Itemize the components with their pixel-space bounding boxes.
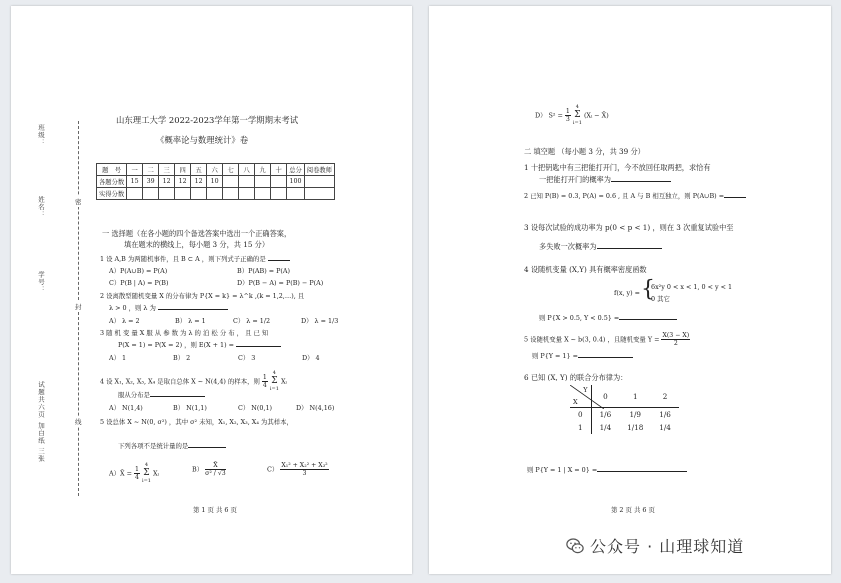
- summation: 4 Σ i=1: [572, 104, 582, 126]
- page-footer: 第 1 页 共 6 页: [193, 506, 237, 514]
- question-2: 2 设离散型随机变量 X 的分布律为 P{X = k} = λ^k ,(k = 1,2,…), 且: [100, 292, 305, 300]
- table-cell: 39: [143, 176, 159, 188]
- question-4: 4 设 X₁, X₂, X₃, X₄ 是取自总体 X ~ N(4,4) 的样本，则 $\frac{1}{4}$ 4 Σ i=1 Xᵢ: [100, 370, 287, 392]
- class-label: 班级：: [37, 124, 45, 147]
- answer-blank[interactable]: [597, 471, 687, 472]
- question-4-line2: 服从分布是: [118, 391, 205, 400]
- q5-option-a: A）X̄ = $\frac{1}{4}$ 4 Σ i=1 Xᵢ: [109, 462, 159, 484]
- table-cell: 三: [159, 164, 175, 176]
- q1-option-d: D）P(B − A) = P(B) − P(A): [237, 279, 324, 287]
- table-cell: 一: [127, 164, 143, 176]
- table-cell: 1/4: [659, 423, 671, 432]
- score-table-row: [97, 188, 335, 200]
- table-header-cell: 1: [619, 385, 651, 408]
- brace: {: [641, 277, 655, 302]
- table-cell: 12: [191, 176, 207, 188]
- table-row: [570, 421, 679, 434]
- answer-blank[interactable]: [578, 357, 633, 358]
- summation: 4 Σ i=1: [269, 370, 279, 392]
- answer-blank[interactable]: [158, 309, 228, 310]
- answer-blank[interactable]: [597, 248, 662, 249]
- table-cell[interactable]: [143, 188, 159, 200]
- table-cell[interactable]: [159, 188, 175, 200]
- table-cell: 六: [207, 164, 223, 176]
- table-cell: 五: [191, 164, 207, 176]
- answer-blank[interactable]: [619, 319, 677, 320]
- fill-1-line2: 一把能打开门的概率为: [539, 175, 671, 185]
- student-id-label: 学号：: [37, 271, 45, 294]
- table-corner: [570, 385, 591, 408]
- score-table: [96, 163, 335, 200]
- answer-blank[interactable]: [188, 447, 226, 448]
- exam-page-2: [429, 6, 831, 574]
- answer-blank[interactable]: [724, 197, 746, 198]
- exam-title: 山东理工大学 2022-2023学年第一学期期末考试: [116, 115, 299, 125]
- table-cell: 1/18: [627, 423, 644, 432]
- question-3-line2: P(X = 1) = P(X = 2) ，则 E(X + 1) =: [118, 341, 281, 350]
- fraction: $\frac{1}{4}$: [262, 374, 267, 389]
- page-footer: 第 2 页 共 6 页: [611, 506, 655, 514]
- table-cell: 七: [223, 164, 239, 176]
- q4-option-a: A） N(1,4): [109, 404, 143, 412]
- q5-option-d: D） S² = $\frac{1}{3}$ 4 Σ i=1 (Xᵢ − X̄): [535, 104, 609, 126]
- q2-option-b: B） λ = 1: [175, 317, 206, 325]
- fill-1: 1 十把钥匙中有三把能打开门，今不放回任取两把，求恰有: [524, 163, 711, 172]
- fill-3: 3 设每次试验的成功率为 p(0 < p < 1) ，则在 3 次重复试验中至: [524, 223, 734, 232]
- table-cell: 四: [175, 164, 191, 176]
- section1-title-2: 填在题末的横线上，每小题 3 分，共 15 分）: [124, 240, 270, 249]
- fraction: $\frac{1}{4}$: [135, 466, 139, 481]
- question-2-line2: λ > 0 ，则 λ 为: [109, 304, 228, 313]
- answer-blank[interactable]: [236, 346, 281, 347]
- table-cell: 二: [143, 164, 159, 176]
- density-fx: f(x, y) =: [614, 289, 641, 297]
- table-cell: 各题分数: [97, 176, 127, 188]
- table-cell: [223, 176, 239, 188]
- row-label: 1: [570, 421, 591, 434]
- wechat-icon: [566, 537, 584, 555]
- table-cell: 题 号: [97, 164, 127, 176]
- q1-option-b: B）P(AB) = P(A): [237, 267, 291, 275]
- fill-3-line2: 多失败一次概率为: [539, 242, 662, 252]
- table-row: [570, 408, 679, 422]
- fraction: $\frac{1}{3}$: [565, 108, 570, 123]
- q2-option-a: A） λ = 2: [109, 317, 140, 325]
- table-cell[interactable]: [223, 188, 239, 200]
- table-cell: 八: [239, 164, 255, 176]
- table-cell[interactable]: [255, 188, 271, 200]
- table-cell[interactable]: [239, 188, 255, 200]
- table-cell[interactable]: [175, 188, 191, 200]
- question-1: 1 设 A,B 为两随机事件，且 B ⊂ A ，则下列式子正确的是: [100, 255, 290, 264]
- seal-char-3: 线: [75, 418, 82, 426]
- joint-distribution-table: [570, 385, 679, 434]
- fill-4-line2: 则 P{X > 0.5, Y < 0.5} =: [539, 314, 677, 323]
- fill-5: 5 设随机变量 X ~ b(3, 0.4) ，且随机变量 Y = $\frac{X(3 - X)}{2}$: [524, 332, 690, 347]
- watermark: [566, 534, 744, 557]
- fill-6: 6 已知 (X, Y) 的联合分布律为：: [524, 373, 628, 382]
- q1-option-a: A）P(A∪B) = P(A): [109, 267, 168, 275]
- watermark-text: 公众号 · 山理球知道: [590, 537, 745, 556]
- question-3: 3 随 机 变 量 X 服 从 参 数 为 λ 的 泊 松 分 布 ， 且 已 知: [100, 329, 269, 337]
- table-cell: 12: [159, 176, 175, 188]
- table-cell: 100: [287, 176, 305, 188]
- section2-title: 二 填空题 （每小题 3 分，共 39 分）: [524, 147, 645, 156]
- name-label: 姓名：: [37, 196, 45, 219]
- table-cell: 10: [207, 176, 223, 188]
- score-table-header: [97, 164, 335, 176]
- section1-title: 一 选择题（在各小题的四个备选答案中选出一个正确答案，: [102, 229, 292, 238]
- q3-option-c: C） 3: [238, 354, 256, 362]
- answer-blank[interactable]: [611, 181, 671, 182]
- fill-5-line2: 则 P{Y = 1} =: [532, 352, 633, 361]
- row-label: 0: [570, 408, 591, 422]
- table-cell: [271, 176, 287, 188]
- table-cell: [304, 176, 334, 188]
- answer-blank[interactable]: [150, 396, 205, 397]
- seal-char-2: 封: [75, 303, 82, 311]
- table-header-cell: 0: [591, 385, 619, 408]
- seal-char-1: 密: [75, 198, 82, 206]
- q4-option-d: D） N(4,16): [296, 404, 335, 412]
- fraction: $\frac{X(3 - X)}{2}$: [662, 332, 690, 347]
- table-cell[interactable]: [191, 188, 207, 200]
- table-cell: 1/6: [659, 410, 671, 419]
- table-cell: 1/9: [629, 410, 642, 419]
- q3-option-d: D） 4: [302, 354, 320, 362]
- q5-option-c: C） $\frac{\text{X₁² + X₂² + X₃²}}{3}$: [267, 462, 328, 477]
- density-case-2: 0 其它: [651, 295, 670, 303]
- table-cell: 12: [175, 176, 191, 188]
- table-cell: 15: [127, 176, 143, 188]
- table-cell: [239, 176, 255, 188]
- q3-option-a: A） 1: [109, 354, 127, 362]
- q2-option-c: C） λ = 1/2: [233, 317, 271, 325]
- corner-x-label: X: [573, 398, 578, 406]
- summation: 4 Σ i=1: [141, 462, 151, 484]
- density-case-1: 6x²y 0 < x < 1, 0 < y < 1: [651, 283, 733, 291]
- q3-option-b: B） 2: [173, 354, 191, 362]
- table-header-cell: 2: [651, 385, 679, 408]
- table-cell: 1/6: [599, 410, 612, 419]
- table-cell: 实得分数: [97, 188, 127, 200]
- table-cell[interactable]: [207, 188, 223, 200]
- fill-6-line2: 则 P{Y = 1 | X = 0} =: [527, 466, 687, 475]
- table-cell[interactable]: [304, 188, 334, 200]
- table-cell[interactable]: [127, 188, 143, 200]
- table-cell: 总分: [287, 164, 305, 176]
- table-cell[interactable]: [287, 188, 305, 200]
- table-cell[interactable]: [271, 188, 287, 200]
- table-row: [570, 385, 679, 408]
- fraction: $\frac{X̄}{\text{σ² / √3}}$: [205, 462, 226, 477]
- q4-option-b: B） N(1,1): [173, 404, 207, 412]
- q2-option-d: D） λ = 1/3: [301, 317, 339, 325]
- fill-2: 2 已知 P(B) = 0.3, P(A) = 0.6 , 且 A 与 B 相互独立，则 P(A∪B) =: [524, 192, 746, 201]
- question-5-line2: 下列各项不是统计量的是: [118, 442, 226, 451]
- fill-4: 4 设随机变量 (X,Y) 具有概率密度函数: [524, 265, 647, 274]
- corner-y-label: Y: [583, 386, 588, 394]
- q1-option-c: C）P(B | A) = P(B): [109, 279, 169, 287]
- table-cell: [255, 176, 271, 188]
- fraction: $\frac{\text{X₁² + X₂² + X₃²}}{3}$: [281, 462, 328, 477]
- score-table-row: [97, 176, 335, 188]
- answer-blank[interactable]: [268, 260, 290, 261]
- question-5: 5 设总体 X ~ N(0, σ²) ，其中 σ² 未知，X₁, X₂, X₃, X₄ 为其样本，: [100, 418, 293, 426]
- q4-option-c: C） N(0,1): [238, 404, 273, 412]
- table-cell: 阅卷教师: [304, 164, 334, 176]
- table-cell: 九: [255, 164, 271, 176]
- page-note: 试题共六页 加白纸 三张: [37, 381, 45, 463]
- q5-option-b: B） $\frac{X̄}{\text{σ² / √3}}$: [192, 462, 226, 477]
- exam-subtitle: 《概率论与数理统计》卷: [156, 135, 249, 145]
- table-cell: 1/4: [599, 423, 612, 432]
- exam-page-1: [11, 6, 412, 574]
- table-cell: 十: [271, 164, 287, 176]
